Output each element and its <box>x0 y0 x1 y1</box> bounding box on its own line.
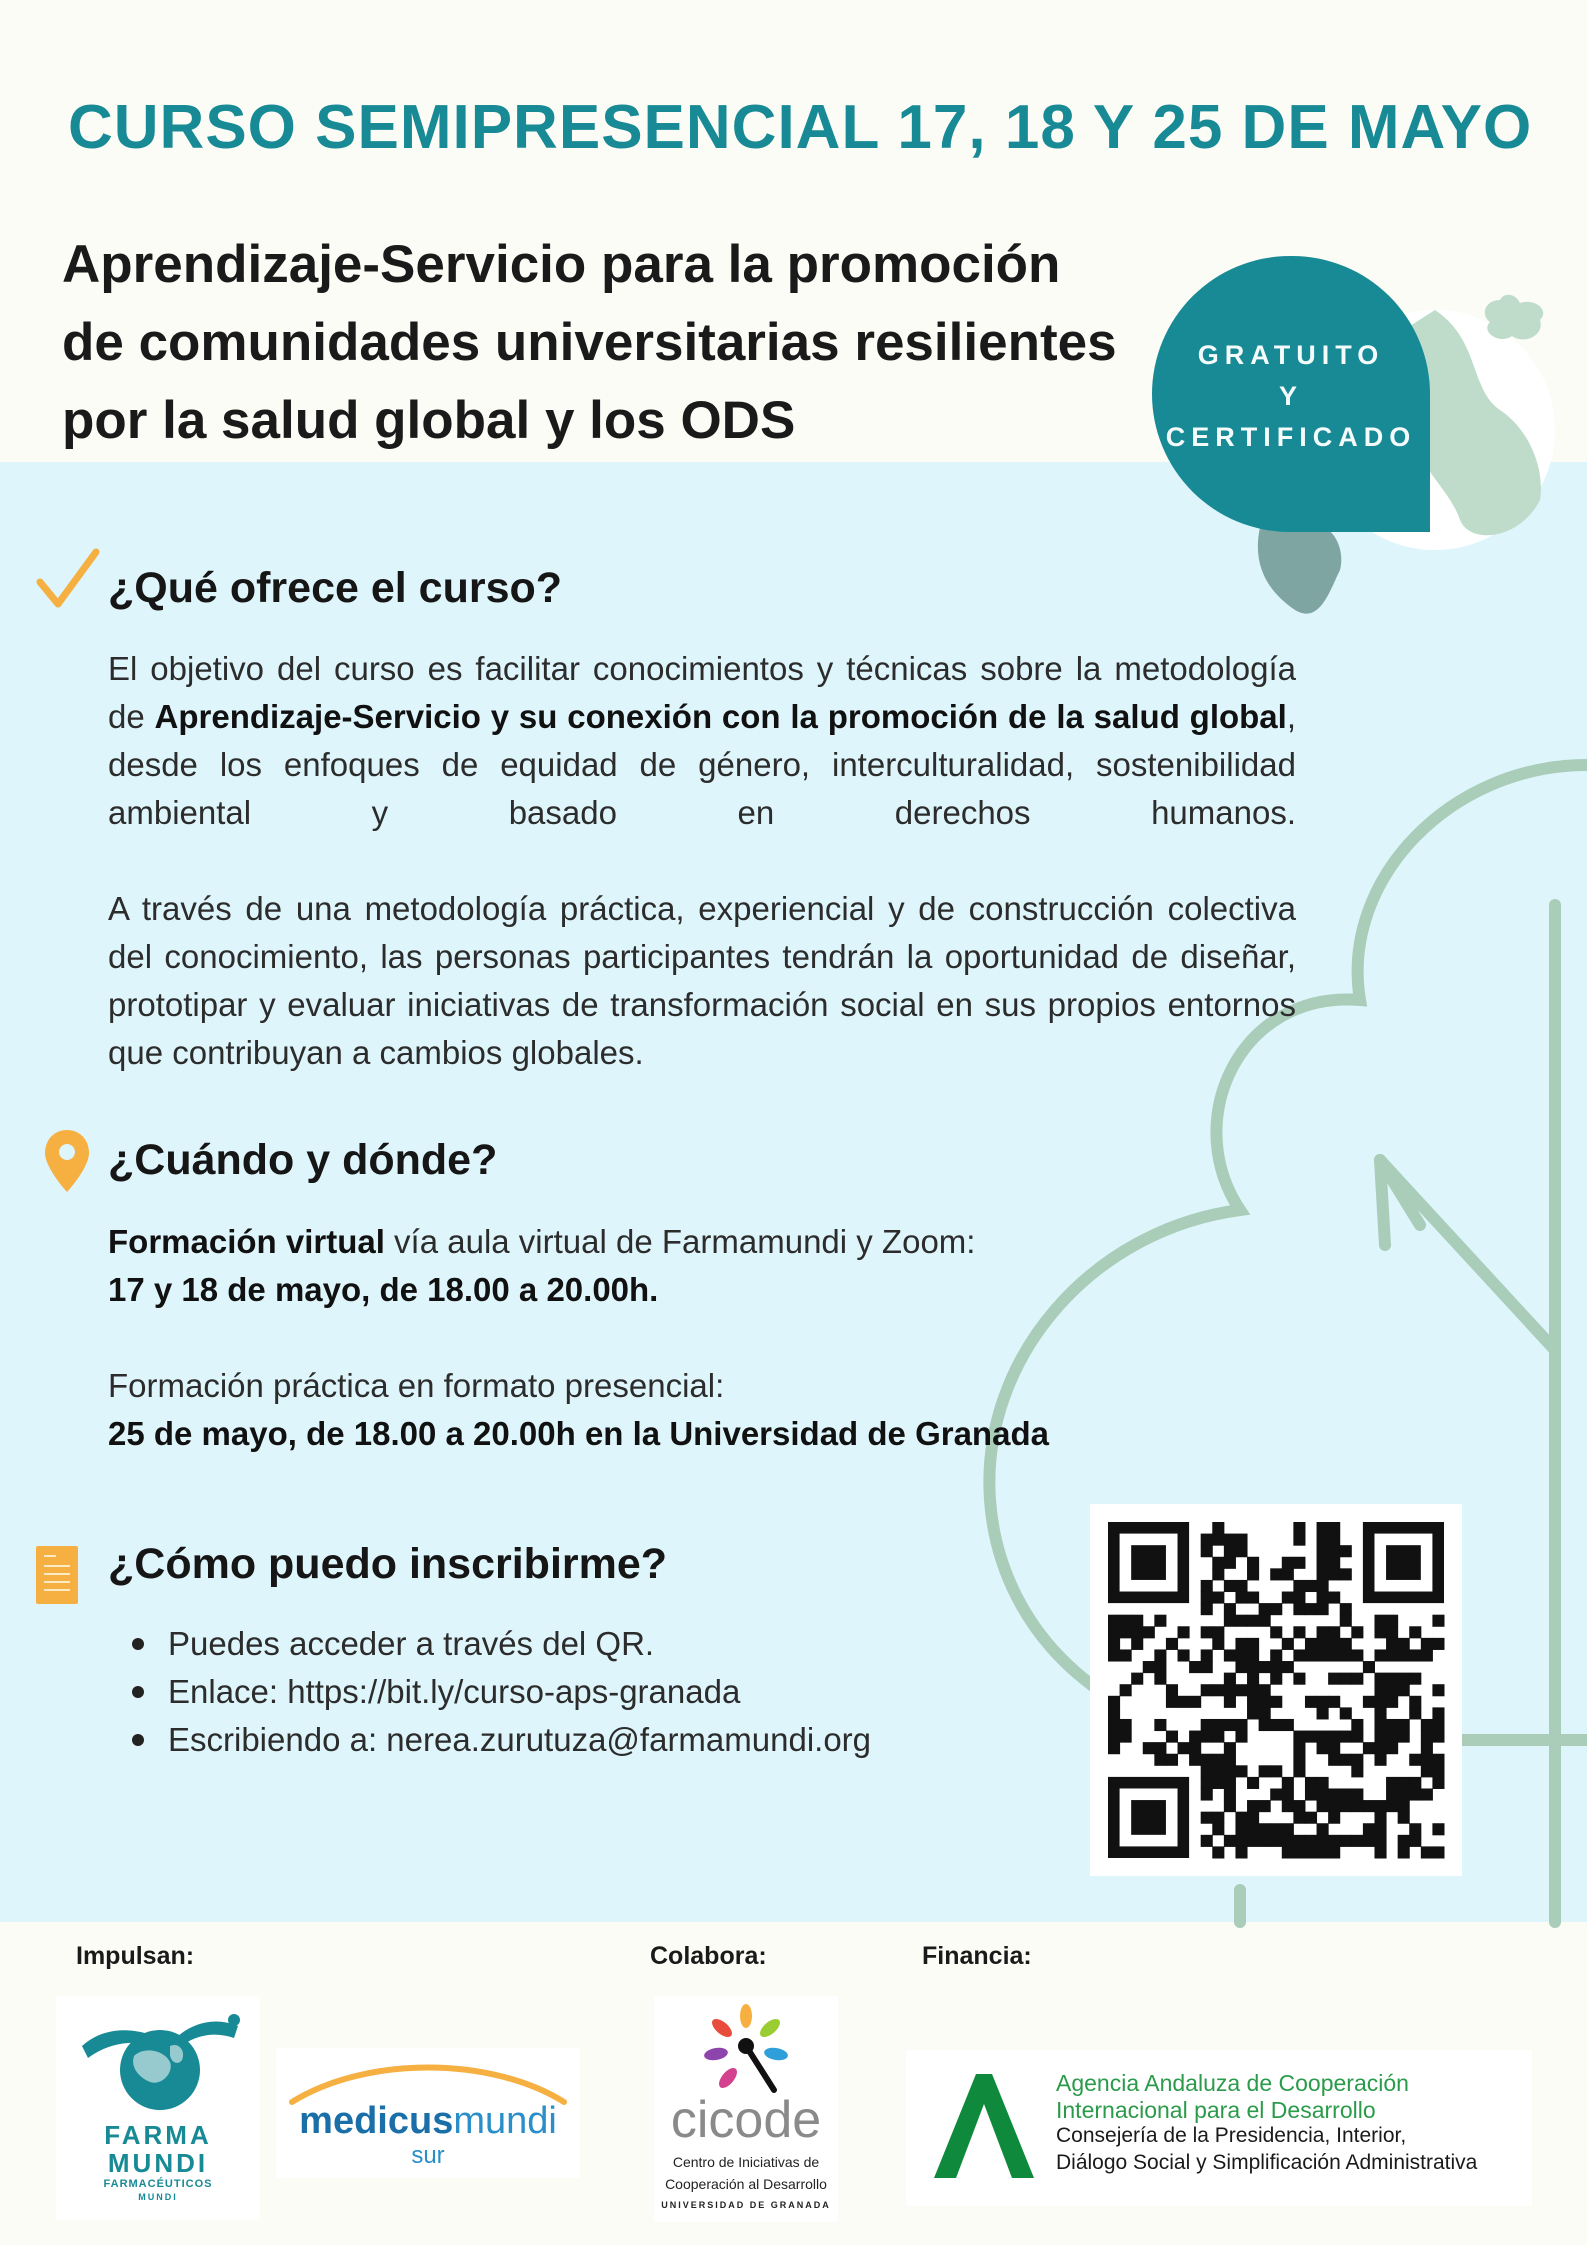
cicode-line-1: Centro de Iniciativas de <box>672 2154 820 2170</box>
aacid-logo[interactable] <box>906 2050 1532 2206</box>
globe-hands-icon <box>74 2006 246 2116</box>
inperson-dates-text: 25 de mayo, de 18.00 a 20.00h en la Universidad de Granada <box>108 1415 1049 1452</box>
medicusmundi-wordmark <box>276 2100 580 2143</box>
farmamundi-logo[interactable] <box>56 1996 260 2220</box>
signup-item <box>168 1620 654 1668</box>
signup-item-text: Puedes acceder a través del QR. <box>168 1625 655 1662</box>
cicode-wordmark: cicode <box>670 2091 822 2149</box>
badge-line: GRATUITO <box>1197 340 1385 370</box>
virtual-training-detail: vía aula virtual de Farmamundi y Zoom: <box>384 1223 976 1260</box>
andalucia-a-icon <box>928 2070 1038 2182</box>
mundi-text: mundi <box>453 2100 557 2142</box>
farmamundi-text-4: MUNDI <box>138 2192 178 2202</box>
aacid-line-2: Internacional para el Desarrollo <box>1056 2097 1376 2123</box>
signup-email-text[interactable]: Escribiendo a: nerea.zurutuza@farmamundi.org <box>168 1721 872 1758</box>
checkmark-icon <box>34 548 102 610</box>
location-pin-icon <box>42 1128 92 1194</box>
section-title-signup: ¿Cómo puedo inscribirme? <box>108 1540 668 1588</box>
course-title <box>62 226 1122 460</box>
farmamundi-text-3: FARMACÉUTICOS <box>103 2178 213 2190</box>
qr-code-icon <box>1090 1504 1462 1876</box>
offer-text: El objetivo del curso es facilitar conocimientos y técnicas sobre la metodología de <box>108 650 1296 735</box>
aacid-line-4: Diálogo Social y Simplificación Administrativa <box>1056 2151 1478 2174</box>
cicode-logo[interactable] <box>654 1996 838 2222</box>
offer-text-bold: Aprendizaje-Servicio y su conexión con la promoción de la salud global <box>154 698 1287 735</box>
bullet-dot <box>132 1734 144 1746</box>
colabora-label: Colabora: <box>650 1942 767 1970</box>
course-title-line: de comunidades universitarias resilientes <box>62 313 1117 372</box>
cicode-flower-icon <box>698 2002 794 2098</box>
course-dates-heading: CURSO SEMIPRESENCIAL 17, 18 Y 25 DE MAYO <box>68 93 1533 162</box>
medicusmundi-sur: sur <box>411 2142 445 2169</box>
qr-code[interactable] <box>1090 1504 1462 1876</box>
inperson-training-dates <box>108 1410 1049 1458</box>
medicusmundi-logo[interactable] <box>276 2048 580 2178</box>
financia-label: Financia: <box>922 1942 1032 1970</box>
course-title-line: Aprendizaje-Servicio para la promoción <box>62 235 1061 294</box>
signup-link-text[interactable]: Enlace: https://bit.ly/curso-aps-granada <box>168 1673 741 1710</box>
inperson-training-line: Formación práctica en formato presencial: <box>108 1367 725 1404</box>
offer-paragraph-2: A través de una metodología práctica, experiencial y de construcción colectiva del conocimiento, las personas participantes tendrán la oportunidad de diseñar, prototipar y evaluar iniciativas de transformación social en sus propios entornos que contribuyan a cambios globales. <box>108 890 1296 1071</box>
impulsan-label: Impulsan: <box>76 1942 195 1970</box>
aacid-line-3: Consejería de la Presidencia, Interior, <box>1056 2124 1407 2147</box>
bullet-dot <box>132 1686 144 1698</box>
badge-line: CERTIFICADO <box>1165 422 1417 452</box>
farmamundi-text-2: MUNDI <box>107 2148 209 2178</box>
aacid-line-1: Agencia Andaluza de Cooperación <box>1056 2070 1409 2096</box>
medicus-text: medicus <box>299 2100 454 2142</box>
cicode-line-2: Cooperación al Desarrollo <box>665 2176 827 2192</box>
section-title-when: ¿Cuándo y dónde? <box>108 1136 498 1184</box>
offer-text: , desde los enfoques de equidad de género, interculturalidad, sostenibilidad ambiental y basado en derechos humanos. <box>108 698 1296 831</box>
virtual-training-dates <box>108 1266 658 1314</box>
course-title-line: por la salud global y los ODS <box>62 391 796 450</box>
virtual-training-label: Formación virtual <box>108 1223 385 1260</box>
cicode-line-3: UNIVERSIDAD DE GRANADA <box>661 2200 831 2210</box>
virtual-dates-text: 17 y 18 de mayo, de 18.00 a 20.00h. <box>108 1271 659 1308</box>
arc-icon <box>286 2056 570 2106</box>
farmamundi-text-1: FARMA <box>104 2120 212 2150</box>
bullet-dot <box>132 1638 144 1650</box>
signup-link-item[interactable] <box>168 1668 740 1716</box>
badge-line: Y <box>1278 381 1303 411</box>
offer-paragraph-1 <box>108 645 1296 837</box>
form-list-icon <box>34 1544 80 1606</box>
virtual-training-line <box>108 1218 975 1266</box>
section-title-offer: ¿Qué ofrece el curso? <box>108 564 563 612</box>
signup-email-item[interactable] <box>168 1716 871 1764</box>
